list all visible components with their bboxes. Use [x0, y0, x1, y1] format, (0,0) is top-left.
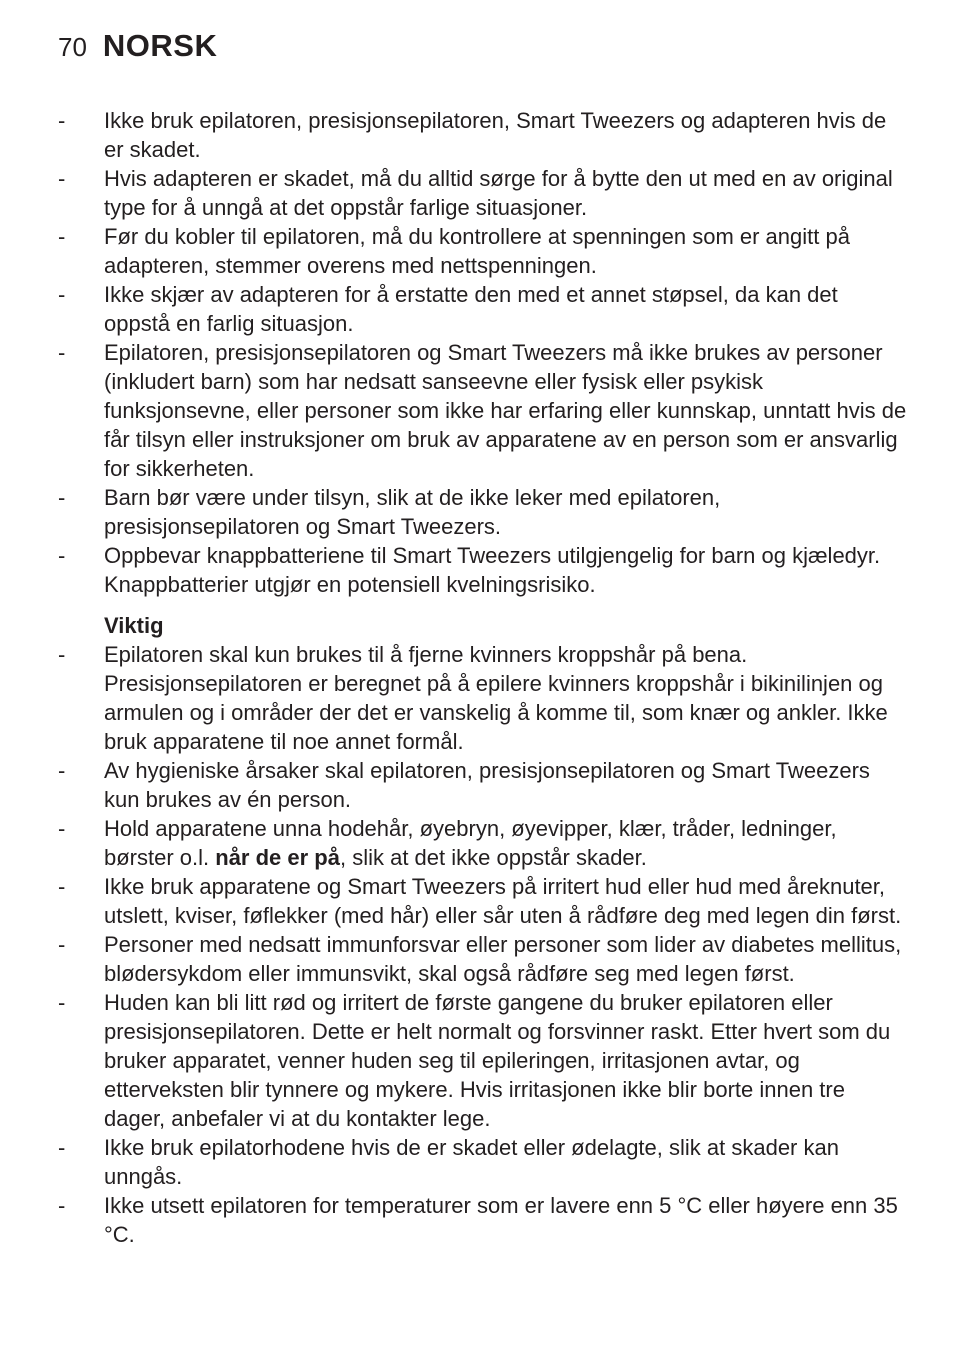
list-item-text: Barn bør være under tilsyn, slik at de ikke leker med epilatoren, presisjonsepilatoren og Smart Tweezers. — [104, 485, 721, 539]
list-item: - Barn bør være under tilsyn, slik at de ikke leker med epilatoren, presisjonsepilatoren og Smart Tweezers. — [58, 483, 908, 541]
page-number: 70 — [58, 32, 87, 62]
list-item-text-part: Hold apparatene unna hodehår, øyebryn, øyevipper, klær, tråder, ledninger, børster o.l. — [104, 816, 837, 870]
list-item-text: Før du kobler til epilatoren, må du kontrollere at spenningen som er angitt på adapteren, stemmer overens med nettspenningen. — [104, 224, 850, 278]
list-item: - Av hygieniske årsaker skal epilatoren, presisjonsepilatoren og Smart Tweezers kun brukes av én person. — [58, 756, 908, 814]
list-item: - Ikke bruk epilatoren, presisjonsepilatoren, Smart Tweezers og adapteren hvis de er skadet. — [58, 106, 908, 164]
list-item-text: Oppbevar knappbatteriene til Smart Tweezers utilgjengelig for barn og kjæledyr. Knappbatterier utgjør en potensiell kvelningsrisiko. — [104, 543, 881, 597]
list-item: - Epilatoren, presisjonsepilatoren og Smart Tweezers må ikke brukes av personer (inkludert barn) som har nedsatt sanseevne eller fysisk eller psykisk funksjonsevne, eller personer som ikke har erfaring eller kunnskap, unntatt hvis de får tilsyn eller instruksjoner om bruk av apparatene av en person som er ansvarlig for sikkerheten. — [58, 340, 907, 481]
list-item: - Ikke bruk epilatorhodene hvis de er skadet eller ødelagte, slik at skader kan unngås. — [58, 1133, 908, 1191]
list-item-text: Hvis adapteren er skadet, må du alltid sørge for å bytte den ut med en av original type for å unngå at det oppstår farlige situasjoner. — [104, 166, 893, 220]
list-item-text: Ikke bruk epilatoren, presisjonsepilatoren, Smart Tweezers og adapteren hvis de er skadet. — [104, 108, 887, 162]
page-header — [58, 28, 217, 64]
list-item: - Ikke utsett epilatoren for temperaturer som er lavere enn 5 °C eller høyere enn 35 °C. — [58, 1191, 908, 1249]
safety-list — [58, 106, 908, 599]
list-item: - Oppbevar knappbatteriene til Smart Tweezers utilgjengelig for barn og kjæledyr. Knappbatterier utgjør en potensiell kvelningsrisiko. — [58, 541, 908, 599]
list-item-text: Av hygieniske årsaker skal epilatoren, presisjonsepilatoren og Smart Tweezers kun brukes av én person. — [104, 758, 870, 812]
list-item-text: Epilatoren, presisjonsepilatoren og Smart Tweezers må ikke brukes av personer (inkludert barn) som har nedsatt sanseevne eller fysisk eller psykisk funksjonsevne, eller personer som ikke har erfaring eller kunnskap, unntatt hvis de får tilsyn eller instruksjoner om bruk av apparatene av en person som er ansvarlig for sikkerheten. — [104, 340, 907, 481]
list-item-text: Epilatoren skal kun brukes til å fjerne kvinners kroppshår på bena. Presisjonsepilatoren er beregnet på å epilere kvinners kroppshår i bikinilinjen og armulen og i områder der det er vanskelig å komme til, som knær og ankler. Ikke bruk apparatene til noe annet formål. — [104, 642, 888, 754]
list-item-text: Ikke bruk epilatorhodene hvis de er skadet eller ødelagte, slik at skader kan unngås. — [104, 1135, 839, 1189]
list-item: - Huden kan bli litt rød og irritert de første gangene du bruker epilatoren eller presisjonsepilatoren. Dette er helt normalt og forsvinner raskt. Etter hvert som du bruker apparatet, venner huden seg til epileringen, irritasjonen avtar, og etterveksten blir tynnere og mykere. Hvis irritasjonen ikke blir borte innen tre dager, anbefaler vi at du kontakter lege. — [58, 988, 908, 1133]
section-title: NORSK — [102, 28, 218, 63]
list-item-text — [104, 814, 908, 872]
important-list — [58, 640, 908, 1249]
list-item: - Ikke bruk apparatene og Smart Tweezers på irritert hud eller hud med åreknuter, utslett, kviser, føflekker (med hår) eller sår uten å rådføre deg med legen din først. — [58, 872, 908, 930]
list-item: - Epilatoren skal kun brukes til å fjerne kvinners kroppshår på bena. Presisjonsepilatoren er beregnet på å epilere kvinners kroppshår i bikinilinjen og armulen og i områder der det er vanskelig å komme til, som knær og ankler. Ikke bruk apparatene til noe annet formål. — [58, 640, 908, 756]
list-item-text: Ikke skjær av adapteren for å erstatte den med et annet støpsel, da kan det oppstå en farlig situasjon. — [104, 282, 838, 336]
list-item-text-part: , slik at det ikke oppstår skader. — [339, 845, 647, 870]
list-item: - Hold apparatene unna hodehår, øyebryn, øyevipper, klær, tråder, ledninger, børster o.l. når de er på, slik at det ikke oppstår skader. — [58, 814, 908, 872]
list-item-text: Ikke bruk apparatene og Smart Tweezers på irritert hud eller hud med åreknuter, utslett, kviser, føflekker (med hår) eller sår uten å rådføre deg med legen din først. — [104, 874, 902, 928]
list-item-text: Ikke utsett epilatoren for temperaturer som er lavere enn 5 °C eller høyere enn 35 °C. — [104, 1193, 898, 1247]
emphasis-text: når de er på — [215, 845, 340, 870]
list-item: - Personer med nedsatt immunforsvar eller personer som lider av diabetes mellitus, blødersykdom eller immunsvikt, skal også rådføre seg med legen først. — [58, 930, 908, 988]
subheading-important: Viktig — [104, 613, 164, 638]
list-item: - Hvis adapteren er skadet, må du alltid sørge for å bytte den ut med en av original type for å unngå at det oppstår farlige situasjoner. — [58, 164, 908, 222]
list-item: - Før du kobler til epilatoren, må du kontrollere at spenningen som er angitt på adapteren, stemmer overens med nettspenningen. — [58, 222, 908, 280]
list-item: - Ikke skjær av adapteren for å erstatte den med et annet støpsel, da kan det oppstå en farlig situasjon. — [58, 280, 908, 338]
list-item-text: Huden kan bli litt rød og irritert de første gangene du bruker epilatoren eller presisjonsepilatoren. Dette er helt normalt og forsvinner raskt. Etter hvert som du bruker apparatet, venner huden seg til epileringen, irritasjonen avtar, og etterveksten blir tynnere og mykere. Hvis irritasjonen ikke blir borte innen tre dager, anbefaler vi at du kontakter lege. — [104, 990, 891, 1131]
page-content — [58, 106, 908, 1249]
list-item-text: Personer med nedsatt immunforsvar eller personer som lider av diabetes mellitus, blødersykdom eller immunsvikt, skal også rådføre seg med legen først. — [104, 932, 902, 986]
